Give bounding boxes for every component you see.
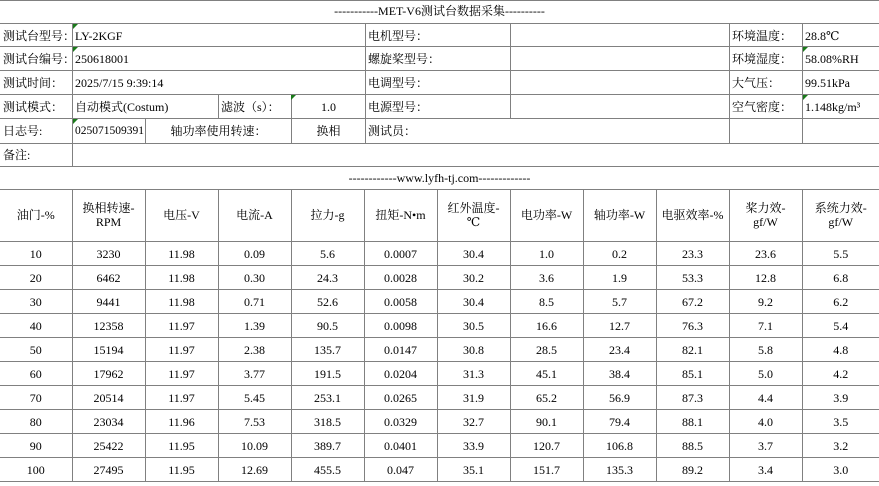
column-header <box>291 189 364 242</box>
table-cell: 56.9 <box>583 386 656 410</box>
air-density-value: 1.148kg/m³ <box>805 100 861 114</box>
motor-model-label: 电机型号： <box>368 29 429 43</box>
table-cell: 5.6 <box>291 242 364 266</box>
table-cell: 20514 <box>72 386 145 410</box>
column-header <box>145 189 218 242</box>
table-cell: 30.4 <box>437 242 510 266</box>
column-header-line: 电压-V <box>163 208 200 222</box>
table-cell: 15194 <box>72 338 145 362</box>
table-cell: 6.8 <box>802 266 879 290</box>
table-cell: 0.09 <box>218 242 291 266</box>
table-cell: 0.0401 <box>364 434 437 458</box>
table-cell: 12.7 <box>583 314 656 338</box>
log-number-value: 025071509391 <box>75 125 144 137</box>
table-row <box>0 290 879 314</box>
table-cell: 90 <box>0 434 72 458</box>
table-cell: 3.6 <box>510 266 583 290</box>
table-cell: 11.97 <box>145 386 218 410</box>
column-header-line: ℃ <box>466 215 481 229</box>
table-row <box>0 242 879 266</box>
table-row <box>0 362 879 386</box>
table-cell: 85.1 <box>656 362 729 386</box>
column-header-line: 系统力效- <box>814 201 867 215</box>
column-header-line: 轴功率-W <box>593 208 646 222</box>
column-header <box>510 189 583 242</box>
table-cell: 1.0 <box>510 242 583 266</box>
log-number-label: 日志号: <box>3 124 43 138</box>
table-cell: 3230 <box>72 242 145 266</box>
ambient-temp-label: 环境温度： <box>732 29 793 43</box>
column-header <box>729 189 802 242</box>
table-cell: 60 <box>0 362 72 386</box>
table-cell: 0.0265 <box>364 386 437 410</box>
filter-label: 滤波（s）： <box>221 100 280 114</box>
table-cell: 11.98 <box>145 290 218 314</box>
table-cell: 10 <box>0 242 72 266</box>
table-cell: 9441 <box>72 290 145 314</box>
table-cell: 65.2 <box>510 386 583 410</box>
table-cell: 28.5 <box>510 338 583 362</box>
table-cell: 5.7 <box>583 290 656 314</box>
ambient-humidity-label: 环境湿度： <box>732 52 793 66</box>
column-header-line: gf/W <box>753 215 778 229</box>
table-cell: 52.6 <box>291 290 364 314</box>
table-cell: 23034 <box>72 410 145 434</box>
grid-line <box>0 0 879 1</box>
column-header-line: RPM <box>95 215 122 229</box>
table-cell: 40 <box>0 314 72 338</box>
grid-line <box>802 23 803 143</box>
table-row <box>0 314 879 338</box>
table-cell: 23.6 <box>729 242 802 266</box>
table-cell: 3.9 <box>802 386 879 410</box>
column-header-line: 油门-% <box>16 208 55 222</box>
table-cell: 50 <box>0 338 72 362</box>
table-cell: 0.30 <box>218 266 291 290</box>
table-cell: 318.5 <box>291 410 364 434</box>
table-cell: 0.71 <box>218 290 291 314</box>
table-cell: 25422 <box>72 434 145 458</box>
pressure-value: 99.51kPa <box>805 76 850 90</box>
table-row <box>0 338 879 362</box>
table-cell: 3.4 <box>729 458 802 482</box>
table-cell: 0.0098 <box>364 314 437 338</box>
column-header <box>437 189 510 242</box>
table-cell: 80 <box>0 410 72 434</box>
data-table <box>0 189 879 482</box>
table-cell: 12.69 <box>218 458 291 482</box>
table-cell: 76.3 <box>656 314 729 338</box>
website-line: ------------www.lyfh-tj.com------------- <box>348 171 531 185</box>
column-header <box>0 189 72 242</box>
grid-line <box>0 143 879 144</box>
table-cell: 16.6 <box>510 314 583 338</box>
table-cell: 70 <box>0 386 72 410</box>
table-cell: 30 <box>0 290 72 314</box>
filter-value: 1.0 <box>321 100 336 114</box>
propeller-model-label: 螺旋桨型号： <box>368 52 441 66</box>
column-header-line: 桨力效- <box>745 201 786 215</box>
table-cell: 67.2 <box>656 290 729 314</box>
table-cell: 27495 <box>72 458 145 482</box>
esc-model-label: 电调型号： <box>368 76 429 90</box>
table-cell: 5.8 <box>729 338 802 362</box>
column-header-line: 电流-A <box>236 208 273 222</box>
table-cell: 30.2 <box>437 266 510 290</box>
table-cell: 100 <box>0 458 72 482</box>
table-cell: 5.0 <box>729 362 802 386</box>
pressure-label: 大气压： <box>732 76 781 90</box>
table-cell: 82.1 <box>656 338 729 362</box>
table-cell: 89.2 <box>656 458 729 482</box>
test-time-label: 测试时间： <box>3 76 64 90</box>
table-cell: 11.98 <box>145 242 218 266</box>
remarks-label: 备注: <box>3 148 31 162</box>
table-cell: 11.98 <box>145 266 218 290</box>
table-cell: 90.1 <box>510 410 583 434</box>
grid-line <box>0 166 879 167</box>
table-cell: 151.7 <box>510 458 583 482</box>
table-cell: 6462 <box>72 266 145 290</box>
bench-serial-label: 测试台编号： <box>3 52 76 66</box>
power-supply-label: 电源型号： <box>368 100 429 114</box>
table-cell: 88.1 <box>656 410 729 434</box>
table-cell: 35.1 <box>437 458 510 482</box>
table-cell: 4.4 <box>729 386 802 410</box>
column-header-line: 红外温度- <box>447 201 500 215</box>
table-cell: 9.2 <box>729 290 802 314</box>
table-cell: 253.1 <box>291 386 364 410</box>
table-cell: 87.3 <box>656 386 729 410</box>
column-header-line: gf/W <box>828 215 854 229</box>
table-cell: 120.7 <box>510 434 583 458</box>
table-cell: 191.5 <box>291 362 364 386</box>
table-cell: 0.047 <box>364 458 437 482</box>
table-row <box>0 458 879 482</box>
column-header <box>583 189 656 242</box>
table-cell: 20 <box>0 266 72 290</box>
table-cell: 11.97 <box>145 338 218 362</box>
table-cell: 53.3 <box>656 266 729 290</box>
table-cell: 30.8 <box>437 338 510 362</box>
table-cell: 11.95 <box>145 458 218 482</box>
table-cell: 32.7 <box>437 410 510 434</box>
table-cell: 0.0329 <box>364 410 437 434</box>
table-cell: 455.5 <box>291 458 364 482</box>
table-cell: 30.4 <box>437 290 510 314</box>
bench-model-value: LY-2KGF <box>75 29 123 43</box>
table-cell: 33.9 <box>437 434 510 458</box>
table-cell: 3.77 <box>218 362 291 386</box>
table-cell: 2.38 <box>218 338 291 362</box>
ambient-temp-value: 28.8℃ <box>805 29 840 43</box>
grid-line <box>0 46 879 47</box>
table-cell: 4.2 <box>802 362 879 386</box>
grid-line <box>365 23 366 143</box>
table-cell: 3.5 <box>802 410 879 434</box>
grid-line <box>218 94 219 118</box>
table-cell: 5.45 <box>218 386 291 410</box>
bench-serial-value: 250618001 <box>75 52 129 66</box>
table-cell: 11.95 <box>145 434 218 458</box>
column-header <box>656 189 729 242</box>
grid-line <box>729 23 730 143</box>
table-cell: 1.39 <box>218 314 291 338</box>
shaft-power-speed-value: 换相 <box>316 124 341 138</box>
grid-line <box>0 23 879 24</box>
table-cell: 0.2 <box>583 242 656 266</box>
table-cell: 24.3 <box>291 266 364 290</box>
table-cell: 3.0 <box>802 458 879 482</box>
table-cell: 11.97 <box>145 362 218 386</box>
bench-model-label: 测试台型号： <box>3 29 76 43</box>
table-cell: 135.7 <box>291 338 364 362</box>
table-cell: 17962 <box>72 362 145 386</box>
table-cell: 3.7 <box>729 434 802 458</box>
grid-line <box>0 94 879 95</box>
table-cell: 23.3 <box>656 242 729 266</box>
table-cell: 0.0007 <box>364 242 437 266</box>
table-cell: 88.5 <box>656 434 729 458</box>
table-cell: 0.0028 <box>364 266 437 290</box>
table-cell: 10.09 <box>218 434 291 458</box>
shaft-power-speed-label: 轴功率使用转速： <box>170 124 267 138</box>
table-row <box>0 410 879 434</box>
test-time-value: 2025/7/15 9:39:14 <box>75 76 164 90</box>
table-cell: 38.4 <box>583 362 656 386</box>
table-cell: 31.9 <box>437 386 510 410</box>
ambient-humidity-value: 58.08%RH <box>805 52 859 66</box>
table-cell: 0.0147 <box>364 338 437 362</box>
table-cell: 4.8 <box>802 338 879 362</box>
table-row <box>0 266 879 290</box>
column-header <box>72 189 145 242</box>
table-cell: 5.4 <box>802 314 879 338</box>
table-cell: 6.2 <box>802 290 879 314</box>
grid-line <box>510 23 511 119</box>
table-cell: 7.1 <box>729 314 802 338</box>
test-mode-value: 自动模式(Costum) <box>75 100 169 114</box>
column-header <box>364 189 437 242</box>
table-cell: 23.4 <box>583 338 656 362</box>
grid-line <box>72 23 73 166</box>
table-header-row <box>0 189 879 242</box>
table-cell: 0.0204 <box>364 362 437 386</box>
table-row <box>0 386 879 410</box>
air-density-label: 空气密度： <box>732 100 793 114</box>
table-row <box>0 434 879 458</box>
page-title: -----------MET-V6测试台数据采集---------- <box>334 4 545 18</box>
table-cell: 8.5 <box>510 290 583 314</box>
table-cell: 31.3 <box>437 362 510 386</box>
grid-line <box>0 118 879 119</box>
table-cell: 12.8 <box>729 266 802 290</box>
column-header-line: 电功率-W <box>520 208 573 222</box>
table-cell: 11.96 <box>145 410 218 434</box>
table-cell: 11.97 <box>145 314 218 338</box>
table-cell: 106.8 <box>583 434 656 458</box>
table-cell: 3.2 <box>802 434 879 458</box>
column-header <box>218 189 291 242</box>
tester-label: 测试员： <box>368 124 417 138</box>
column-header-line: 换相转速- <box>82 201 135 215</box>
table-cell: 5.5 <box>802 242 879 266</box>
table-cell: 30.5 <box>437 314 510 338</box>
grid-line <box>0 70 879 71</box>
column-header <box>802 189 879 242</box>
table-cell: 4.0 <box>729 410 802 434</box>
table-cell: 45.1 <box>510 362 583 386</box>
table-cell: 135.3 <box>583 458 656 482</box>
column-header-line: 扭矩-N•m <box>375 208 426 222</box>
table-cell: 389.7 <box>291 434 364 458</box>
table-cell: 7.53 <box>218 410 291 434</box>
table-cell: 1.9 <box>583 266 656 290</box>
table-cell: 0.0058 <box>364 290 437 314</box>
column-header-line: 电驱效率-% <box>661 208 724 222</box>
column-header-line: 拉力-g <box>310 208 345 222</box>
table-cell: 79.4 <box>583 410 656 434</box>
table-cell: 12358 <box>72 314 145 338</box>
table-cell: 90.5 <box>291 314 364 338</box>
test-mode-label: 测试模式： <box>3 100 64 114</box>
